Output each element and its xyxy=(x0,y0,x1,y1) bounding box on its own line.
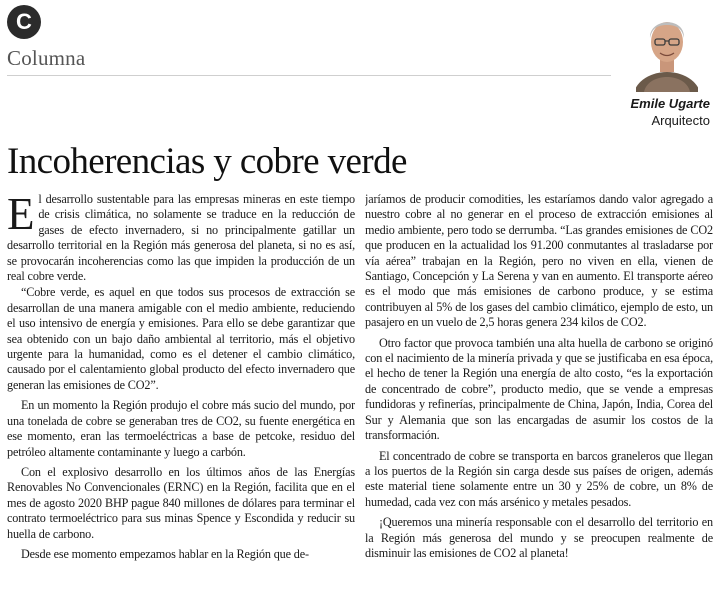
article-body xyxy=(7,192,713,596)
author-portrait-icon xyxy=(636,6,698,92)
article-column-2 xyxy=(365,192,713,596)
paragraph: Con el explosivo desarrollo en los últimos años de las Energías Renovables No Convencionales (ERNC) en la Región, facilita que en el mes de agosto 2020 BHP pague 840 millones de dólares para terminar el contrato termoeléctrico para sus minas Spence y Escondida y reducir su huella de carbono. xyxy=(7,464,355,541)
paragraph: Desde ese momento empezamos hablar en la Región que de- xyxy=(21,546,309,561)
paragraph: Otro factor que provoca también una alta huella de carbono se originó con el nacimiento de la minería privada y que se justificaba en esa época, el hecho de tener la Región una energía de alto costo, “es la exportación de concentrado de cobre”, producto medio, que se vende a empresas fundidoras y refinerías, principalmente de China, Japón, India, Corea del Sur y Alemania que son las encargadas de asumir los costos de la transformación. xyxy=(365,335,713,443)
paragraph: El concentrado de cobre se transporta en barcos graneleros que llegan a los puertos de la Región sin carga desde sus países de origen, además este material tiene solamente entre un 30 y 25% de cobre, un 8% de humedad, cada vez con más arsénico y metales pesados. xyxy=(365,448,713,509)
header-divider xyxy=(7,75,611,76)
paragraph: En un momento la Región produjo el cobre más sucio del mundo, por una tonelada de cobre se generaban tres de CO2, su fuente energética en ese momento, eran las termoeléctricas a base de petcoke, residuo del petróleo altamente contaminante y luego a carbón. xyxy=(7,398,355,459)
drop-cap: E xyxy=(7,192,35,239)
section-label: Columna xyxy=(7,46,86,70)
author-photo xyxy=(636,6,698,92)
section-badge: C xyxy=(7,5,41,39)
author-name: Emile Ugarte xyxy=(630,96,710,111)
paragraph: jaríamos de producir comodities, les estaríamos dando valor agregado a nuestro cobre al no generar en el proceso de extracción emisiones al medio ambiente, pero todo se derrumba. “Las grandes emisiones de CO2 que producen en la actualidad los 91.200 conmutantes al trasladarse por vía aérea” trabajan en la Región, pero no viven en ella, vienen de Santiago, Concepción y La Serena y van en aumento. El transporte aéreo es el modo que más emisiones de carbono produce, y se estima contribuyen al 5% de los gases del cambio climático, ejemplo de esto, un pasajero en un vuelo de 2,5 horas genera 234 kilos de CO2. xyxy=(365,192,713,330)
author-role: Arquitecto xyxy=(651,113,710,128)
article-headline: Incoherencias y cobre verde xyxy=(7,141,407,182)
article-column-1 xyxy=(7,192,355,596)
paragraph: “Cobre verde, es aquel en que todos sus procesos de extracción se desarrollan de una manera amigable con el medio ambiente, reduciendo el uso intensivo de energía y emisiones. Para ello se debe garantizar que sea obtenido con un bajo daño ambiental al territorio, más el objetivo urgente para la humanidad, como es el detener el cambio climático, causado por el calentamiento global producto del efecto invernadero que generan las emisiones de CO2”. xyxy=(7,285,355,392)
paragraph: ¡Queremos una minería responsable con el desarrollo del territorio en la Región más generosa del mundo y se preocupen realmente de disminuir las emisiones de CO2 al planeta! xyxy=(365,515,713,560)
paragraph: El desarrollo sustentable para las empresas mineras en este tiempo de crisis climática, no solamente se traduce en la reducción de gases de efecto invernadero, si no principalmente gatillar un desarrollo territorial en la Región más generosa del planeta, si no es así, se provocarán incoherencias como las que impiden la producción de un real cobre verde. xyxy=(7,192,355,284)
